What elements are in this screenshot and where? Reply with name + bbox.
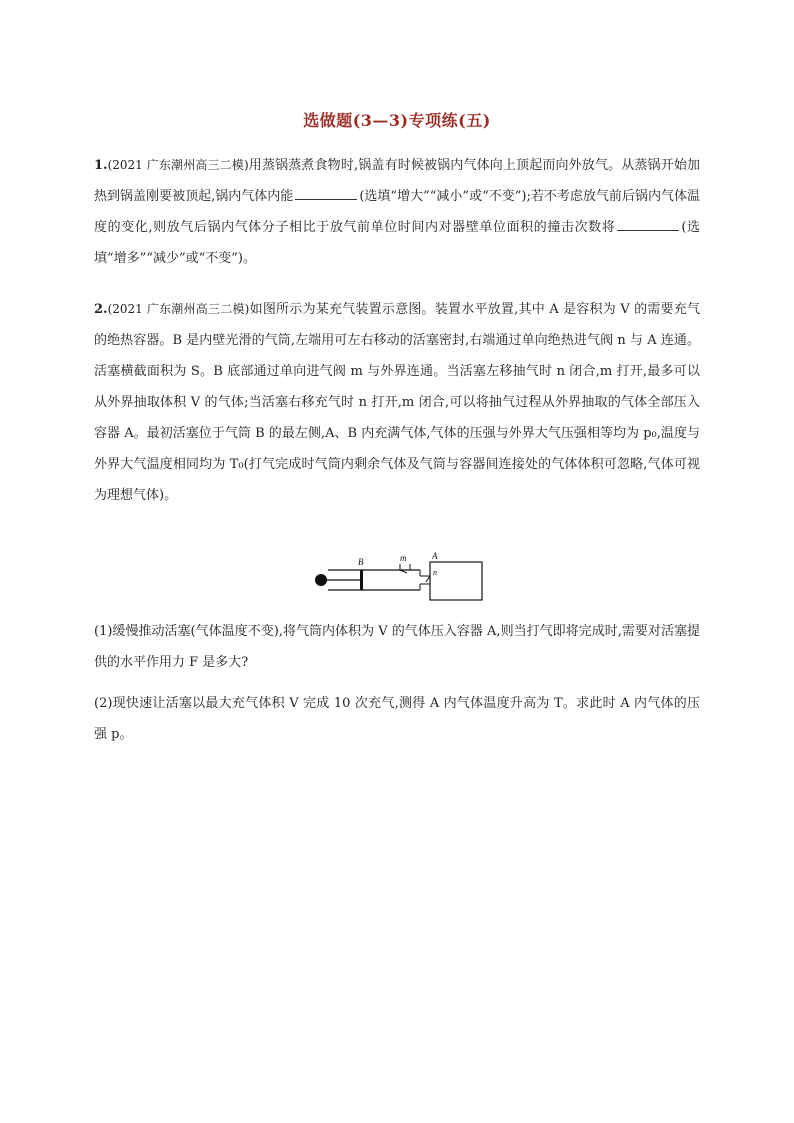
piston (360, 570, 363, 590)
question-2 (94, 294, 700, 511)
question-2-part-2: (2)现快速让活塞以最大充气体积 V 完成 10 次充气,测得 A 内气体温度升高为 T。求此时 A 内气体的压强 p。 (94, 696, 700, 742)
question-2-text: 如图所示为某充气装置示意图。装置水平放置,其中 A 是容积为 V 的需要充气的绝热容器。B 是内壁光滑的气筒,左端用可左右移动的活塞密封,右端通过单向绝热进气阀 n 与 A 连通。活塞横截面积为 S。B 底部通过单向进气阀 m 与外界连通。当活塞左移抽气时 n 闭合,m 打开,最多可以从外界抽取体积 V 的气体;当活塞右移充气时 n 打开,m 闭合,可以将抽气过程从外界抽取的气体全部压入容器 A。最初活塞位于气筒 B 的最左侧,A、B 内充满气体,气体的压强与外界大气压强相等均为 p₀,温度与外界大气温度相同均为 T₀(打气完成时气筒内剩余气体及气筒与容器间连接处的气体体积可忽略,气体可视为理想气体)。 (94, 302, 700, 503)
valve-n-flap (426, 576, 430, 582)
page-title: 选做题(3—3)专项练(五) (303, 111, 491, 130)
inflator-diagram (310, 548, 490, 610)
label-m: m (400, 553, 407, 563)
label-b: B (358, 557, 364, 567)
question-1-text-a: 用蒸锅蒸煮食物时,锅盖有时候被锅内气体向上顶起而向外放气。从蒸锅开始加热到锅盖刚要被顶起,锅内气体内能 (94, 158, 700, 204)
question-1 (94, 150, 700, 274)
label-n: n (433, 568, 437, 577)
question-1-text-c: (选填“增多”“减少”或“不变”)。 (94, 220, 700, 266)
question-1-text-b: (选填“增大”“减小”或“不变”);若不考虑放气前后锅内气体温度的变化,则放气后锅内气体分子相比于放气前单位时间内对器壁单位面积的撞击次数将 (94, 189, 700, 235)
question-1-number: 1. (94, 158, 108, 173)
question-2-source: (2021 广东潮州高三二模) (107, 302, 250, 316)
container-a (430, 562, 482, 600)
question-2-number: 2. (94, 302, 108, 317)
answer-blank-1 (295, 187, 357, 200)
question-2-part-1: (1)缓慢推动活塞(气体温度不变),将气筒内体积为 V 的气体压入容器 A,则当打气即将完成时,需要对活塞提供的水平作用力 F 是多大? (94, 624, 700, 670)
label-a: A (432, 551, 438, 561)
question-1-source: (2021 广东潮州高三二模) (107, 158, 249, 172)
answer-blank-2 (617, 218, 679, 231)
